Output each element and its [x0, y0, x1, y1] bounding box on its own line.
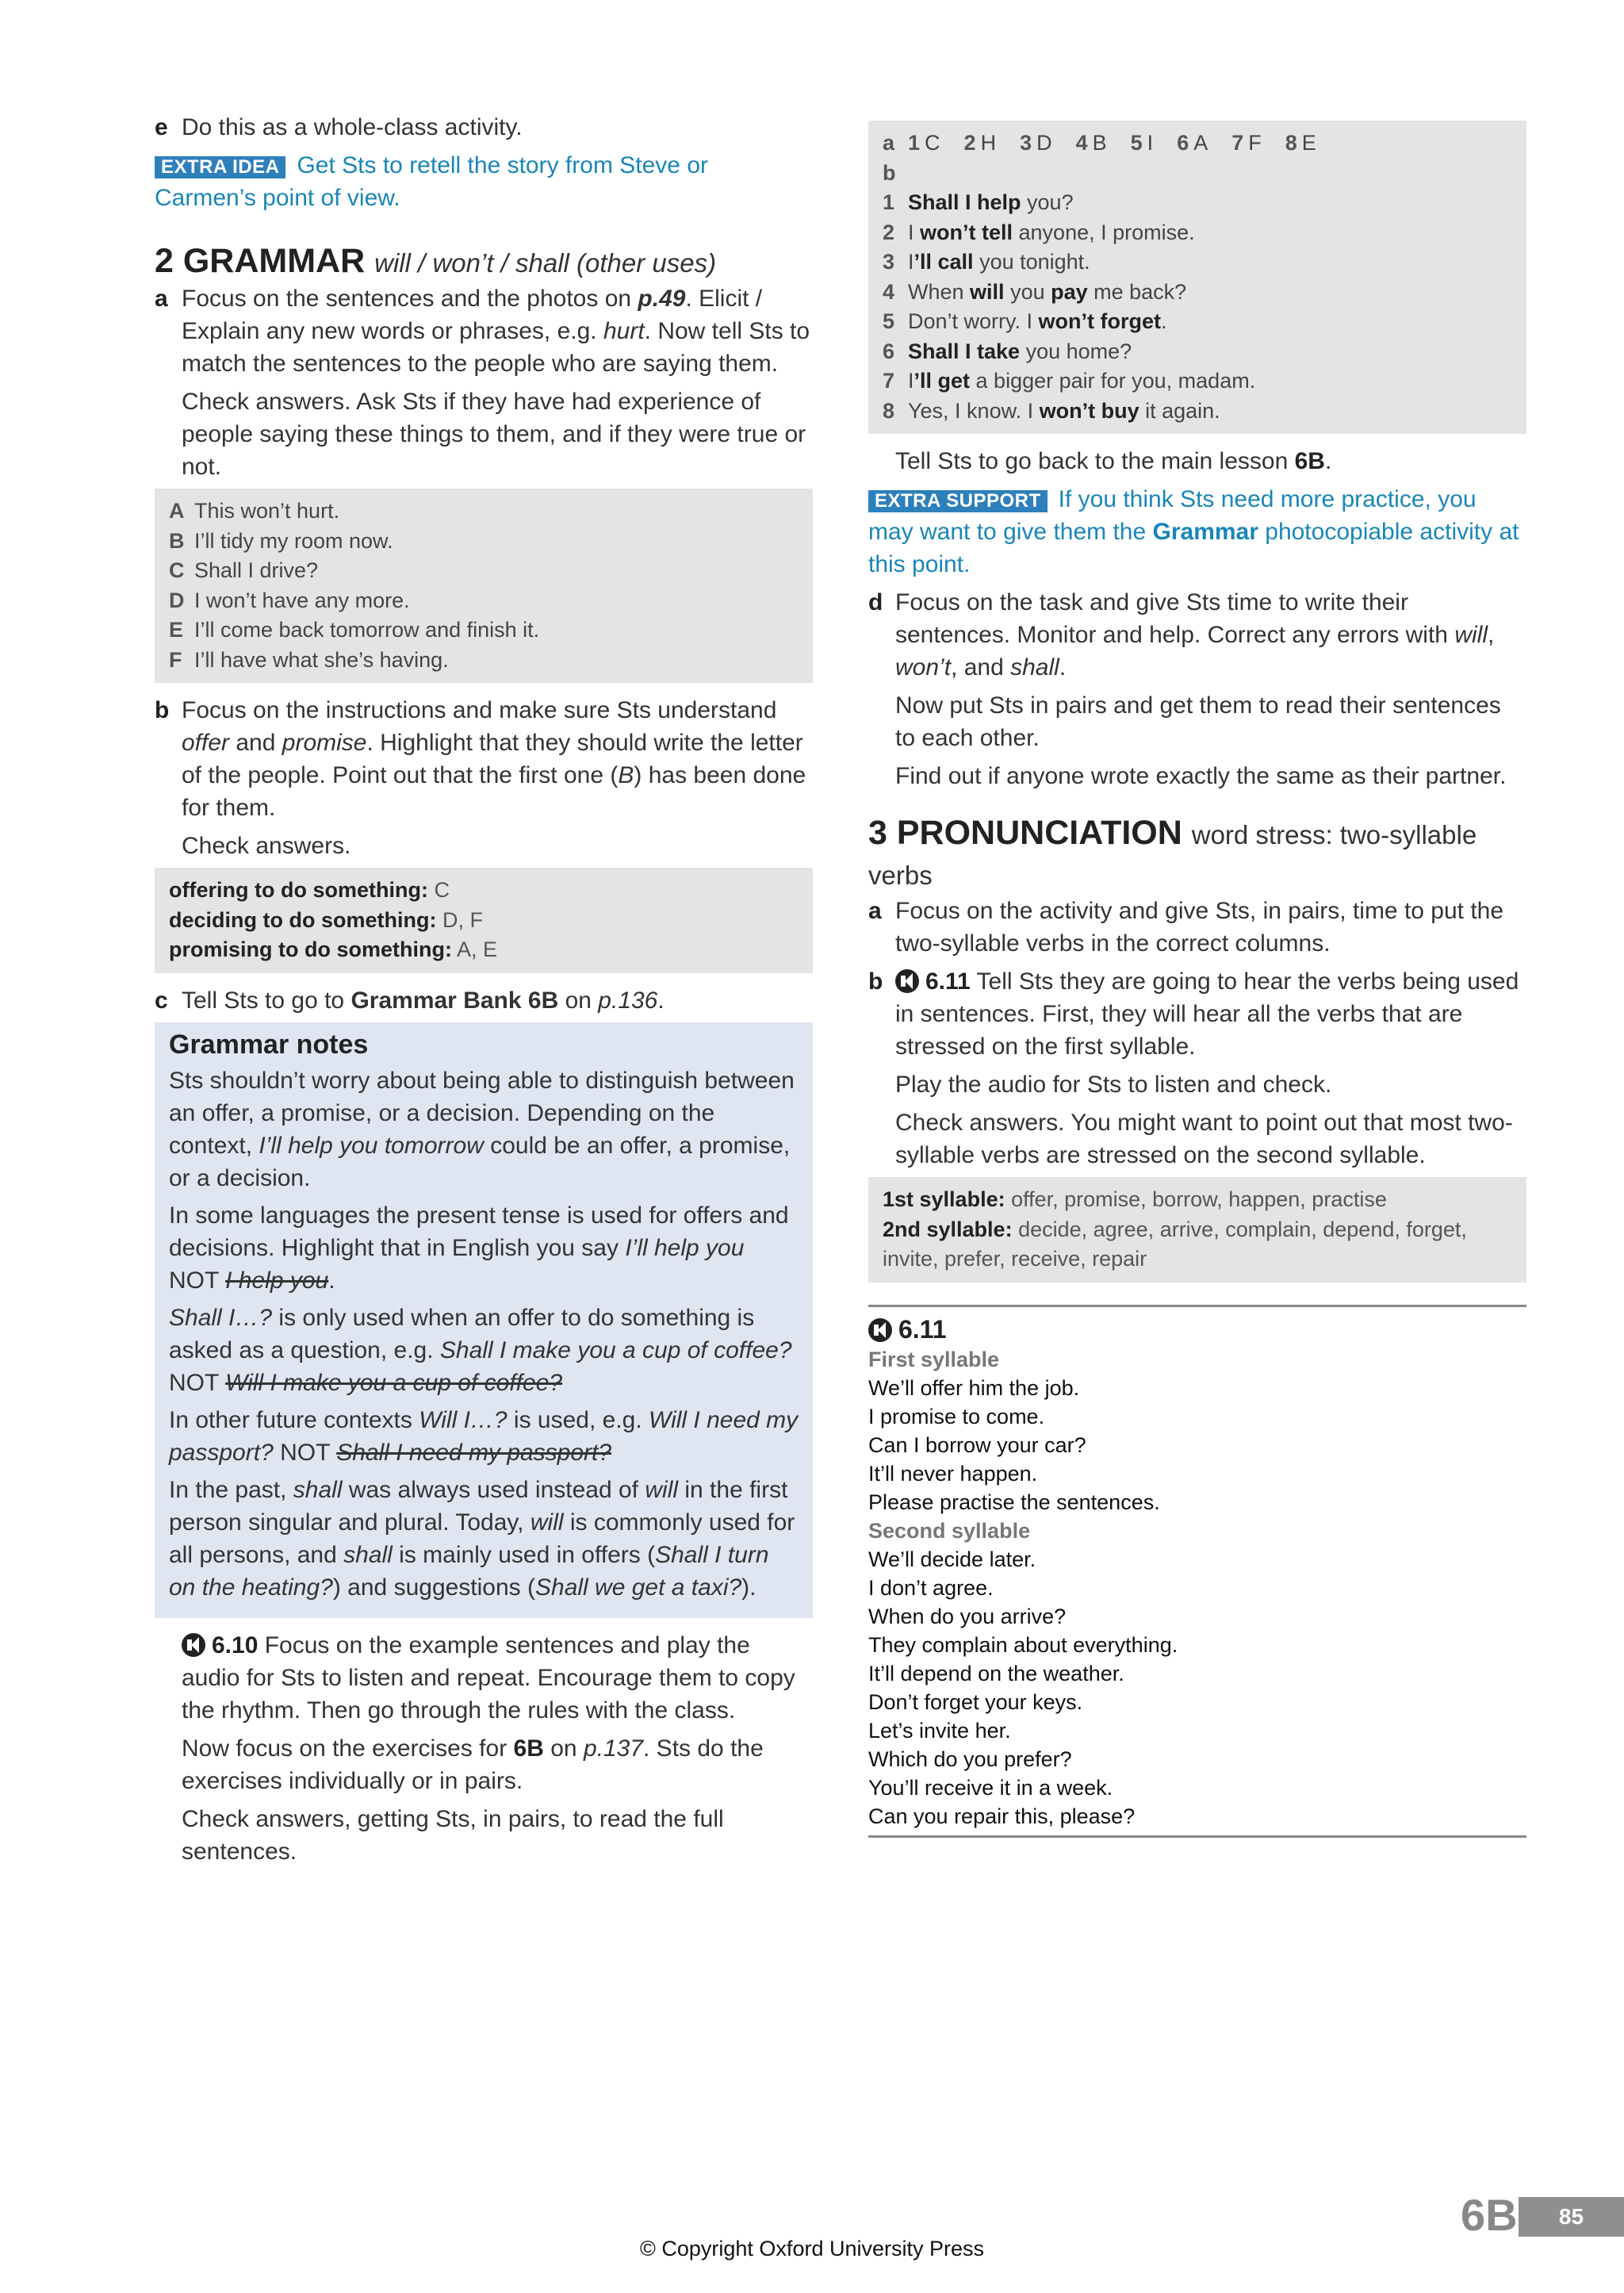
key-text: you?	[1021, 190, 1074, 214]
step-letter: a	[868, 898, 882, 924]
section-title: 2 GRAMMAR	[155, 242, 366, 280]
step-b	[155, 694, 813, 824]
script-line: It’ll never happen.	[868, 1461, 1038, 1486]
step-text: Focus on the instructions and make sure Sts understand	[182, 697, 777, 723]
note-text: NOT	[169, 1369, 226, 1396]
note-example: Shall I…?	[169, 1304, 273, 1331]
exercises-paragraph	[182, 1732, 813, 1797]
note-example: Will I…?	[419, 1406, 508, 1433]
answer-value: offer, promise, borrow, happen, practise	[1005, 1187, 1387, 1211]
answer-key: F	[169, 647, 182, 672]
script-line: We’ll decide later.	[868, 1547, 1036, 1571]
extra-idea-text: Get Sts to retell the story from Steve or Carmen’s point of view.	[155, 152, 708, 211]
answer-value: C	[427, 878, 450, 902]
key-text: I	[908, 220, 921, 244]
script-line: I promise to come.	[868, 1404, 1045, 1428]
script-track-number: 6.11	[898, 1314, 947, 1344]
answer-key: C	[169, 558, 185, 582]
key-b-row	[883, 188, 1514, 218]
audio-speaker-icon[interactable]	[895, 969, 919, 993]
pron-step-b-play: Play the audio for Sts to listen and check.	[895, 1072, 1332, 1098]
note-example: Shall I turn on the heating?	[169, 1541, 769, 1601]
script-line: When do you arrive?	[868, 1604, 1067, 1628]
audio-6-10-paragraph	[182, 1629, 813, 1727]
script-line: I don’t agree.	[868, 1575, 994, 1600]
key-number: 2	[883, 220, 895, 244]
extra-idea-tag: EXTRA IDEA	[155, 156, 285, 178]
key-a-line	[883, 128, 1514, 159]
key-number: 5	[1130, 131, 1143, 155]
key-b-label	[883, 159, 1514, 189]
note-example: I’ll help you	[625, 1234, 745, 1261]
step-text: Focus on the task and give Sts time to write their sentences. Monitor and help. Correct any errors with	[895, 589, 1455, 648]
extra-support-text: If you think Sts need more practice, you may want to give them the	[868, 486, 1477, 545]
audio-track-number: 6.11	[925, 968, 971, 995]
key-b-row	[883, 366, 1514, 397]
note-example: Shall I make you a cup of coffee?	[439, 1336, 792, 1363]
key-value: B	[1092, 131, 1107, 155]
answer-key: A	[169, 499, 185, 523]
note-text: NOT	[169, 1267, 226, 1294]
step-text: . Now tell Sts to match the sentences to the people who are saying them.	[182, 318, 810, 377]
answer-row	[169, 876, 800, 906]
key-bold: Shall I help	[908, 190, 1021, 214]
script-line: Can I borrow your car?	[868, 1432, 1086, 1457]
note-text: was always used instead of	[342, 1476, 645, 1503]
key-letter: b	[883, 160, 896, 185]
step-letter: c	[155, 987, 168, 1014]
left-column	[155, 111, 813, 1873]
step-text: , and	[951, 654, 1011, 681]
check-answers-paragraph: Check answers, getting Sts, in pairs, to read the full sentences.	[182, 1805, 724, 1865]
note-paragraph	[169, 1302, 799, 1399]
script-section-label: Second syllable	[868, 1518, 1031, 1543]
key-number: 7	[883, 369, 895, 393]
key-bold: ’ll get	[914, 369, 971, 393]
script-heading	[868, 1315, 1526, 1344]
section-subtitle: will / won’t / shall (other uses)	[374, 248, 717, 278]
note-text: is mainly used in offers (	[392, 1541, 656, 1568]
key-value: I	[1147, 131, 1154, 155]
key-text: it again.	[1139, 398, 1220, 423]
script-line: Which do you prefer?	[868, 1747, 1072, 1771]
key-number: 2	[963, 131, 976, 155]
answer-text: I’ll tidy my room now.	[194, 528, 393, 553]
note-wrong-example: Will I make you a cup of coffee?	[225, 1369, 563, 1396]
key-text: a bigger pair for you, madam.	[970, 369, 1256, 393]
unit-label: 6B	[1461, 2190, 1518, 2240]
step-text: ,	[1488, 622, 1495, 648]
audio-speaker-icon[interactable]	[868, 1318, 892, 1342]
page-number: 85	[1519, 2197, 1624, 2237]
back-to-lesson	[895, 445, 1526, 477]
note-paragraph	[169, 1199, 799, 1297]
key-number: 6	[1177, 131, 1189, 155]
key-text: Don’t worry. I	[908, 309, 1039, 333]
key-value: F	[1248, 131, 1262, 155]
answer-row	[169, 527, 800, 557]
copyright: © Copyright Oxford University Press	[639, 2237, 985, 2260]
step-text: on	[543, 1735, 584, 1762]
answer-key: E	[169, 618, 184, 642]
answer-label: offering to do something:	[169, 878, 428, 902]
answer-label: deciding to do something:	[169, 907, 437, 932]
key-number: 1	[908, 131, 921, 155]
answer-label: 2nd syllable:	[883, 1217, 1013, 1241]
key-number: 8	[1285, 131, 1297, 155]
section-subtitle: word stress: two-syllable verbs	[868, 820, 1477, 890]
audio-speaker-icon[interactable]	[182, 1633, 205, 1657]
answer-key: D	[169, 588, 185, 612]
step-text: Tell Sts to go to	[182, 987, 351, 1014]
note-example: shall	[343, 1541, 393, 1568]
note-text: is used, e.g.	[507, 1406, 649, 1433]
section-heading-pronunciation	[868, 814, 1526, 895]
example-word: B	[618, 762, 634, 788]
answer-row	[169, 556, 800, 586]
step-text: and	[229, 730, 282, 756]
key-text: me back?	[1087, 279, 1187, 304]
answer-text: Shall I drive?	[194, 558, 319, 582]
step-b-check: Check answers.	[182, 833, 351, 859]
example-word: shall	[1010, 654, 1059, 681]
answer-label: promising to do something:	[169, 938, 452, 961]
key-b-row	[883, 247, 1514, 278]
script-second-lines	[868, 1545, 1526, 1831]
note-text: is commonly used for all persons, and	[169, 1509, 795, 1568]
step-a	[155, 282, 813, 380]
note-example: I’ll help you tomorrow	[259, 1132, 484, 1159]
script-line: Don’t forget your keys.	[868, 1689, 1083, 1714]
step-text: Tell Sts to go back to the main lesson	[895, 448, 1295, 474]
step-e	[155, 111, 813, 144]
page-ref: p.136	[598, 987, 658, 1014]
step-text: Focus on the example sentences and play the audio for Sts to listen and repeat. Encourage them to copy the rhythm. Then go through the rules with the class.	[182, 1632, 795, 1724]
script-line: You’ll receive it in a week.	[868, 1775, 1113, 1800]
answer-text: I’ll have what she’s having.	[194, 647, 449, 672]
note-text: In the past,	[169, 1476, 293, 1503]
step-text: .	[657, 987, 665, 1014]
step-letter: b	[868, 968, 883, 995]
second-syllable-line	[883, 1215, 1514, 1275]
example-word: will	[1454, 622, 1488, 648]
section-title: 3 PRONUNCIATION	[868, 814, 1182, 852]
note-example: shall	[293, 1476, 343, 1503]
answer-value: D, F	[436, 907, 483, 932]
key-value: A	[1193, 131, 1208, 155]
note-example: Shall we get a taxi?	[535, 1574, 742, 1601]
example-word: hurt	[603, 318, 645, 344]
example-word: offer	[182, 730, 230, 756]
grammar-bank-ref: Grammar Bank 6B	[350, 987, 559, 1014]
page-ref: p.137	[583, 1735, 644, 1762]
answer-row	[169, 906, 800, 936]
key-number: 3	[883, 250, 895, 274]
right-column	[868, 121, 1526, 1838]
step-a-check: Check answers. Ask Sts if they have had experience of people saying these things to them, and if they were true or not.	[182, 389, 806, 480]
key-value: C	[925, 131, 940, 155]
key-number: 1	[883, 190, 895, 214]
key-bold: will	[970, 279, 1005, 304]
key-b-row	[883, 218, 1514, 248]
note-text: NOT	[273, 1439, 337, 1466]
answer-row	[169, 615, 800, 646]
script-line: Let’s invite her.	[868, 1718, 1011, 1743]
audio-script-6-11	[868, 1305, 1526, 1838]
note-example: Will I need my passport?	[169, 1406, 799, 1466]
key-bold: Shall I take	[908, 339, 1021, 363]
key-number: 8	[883, 398, 895, 423]
pron-step-b-check: Check answers. You might want to point out that most two-syllable verbs are stressed on the second syllable.	[895, 1110, 1513, 1168]
pron-step-a	[868, 895, 1526, 960]
page-ref: p.49	[638, 286, 686, 312]
example-word: promise	[282, 730, 367, 756]
grammar-notes-title: Grammar notes	[169, 1029, 369, 1060]
key-b-lines	[883, 188, 1514, 426]
step-text: . Sts do the exercises individually or in pairs.	[182, 1735, 764, 1794]
key-text: Yes, I know. I	[908, 398, 1040, 423]
key-b-row	[883, 337, 1514, 367]
answer-row	[169, 646, 800, 676]
extra-support-text: photocopiable activity at this point.	[868, 519, 1519, 577]
script-line: We’ll offer him the job.	[868, 1375, 1080, 1400]
answer-label: 1st syllable:	[883, 1187, 1005, 1211]
note-paragraph	[169, 1064, 799, 1194]
key-number: 5	[883, 309, 895, 333]
syllable-answer-box	[868, 1177, 1526, 1283]
extra-support	[868, 483, 1526, 581]
answer-row	[169, 497, 800, 527]
key-number: 3	[1020, 131, 1032, 155]
answer-row	[169, 586, 800, 616]
section-heading-grammar	[155, 242, 813, 282]
key-letter: a	[883, 131, 895, 155]
note-text: .	[328, 1267, 335, 1294]
answer-text: This won’t hurt.	[194, 499, 340, 523]
step-d	[868, 586, 1526, 684]
note-wrong-example: Shall I need my passport?	[336, 1439, 612, 1466]
key-number: 6	[883, 339, 895, 363]
key-number: 4	[883, 279, 895, 304]
extra-idea	[155, 149, 813, 214]
first-syllable-line	[883, 1185, 1514, 1215]
unit-ref: 6B	[513, 1735, 544, 1762]
note-text: In some languages the present tense is used for offers and decisions. Highlight that in English you say	[169, 1202, 789, 1261]
key-b-row	[883, 307, 1514, 337]
key-text: you tonight.	[973, 250, 1090, 274]
note-paragraph	[169, 1474, 799, 1604]
key-number: 4	[1075, 131, 1088, 155]
step-text: Do this as a whole-class activity.	[182, 114, 523, 140]
note-paragraph	[169, 1404, 799, 1469]
key-bold: won’t buy	[1039, 398, 1139, 423]
answer-row	[169, 935, 800, 965]
step-text: . Elicit / Explain any new words or phrases, e.g.	[182, 286, 763, 344]
step-c	[155, 984, 813, 1017]
step-text: Focus on the sentences and the photos on	[182, 286, 638, 312]
example-word: won’t	[895, 654, 952, 681]
script-line: It’ll depend on the weather.	[868, 1661, 1124, 1685]
key-b-row	[883, 278, 1514, 308]
step-letter: b	[155, 697, 170, 723]
key-bold: won’t tell	[920, 220, 1013, 244]
note-text: In other future contexts	[169, 1406, 419, 1433]
key-number: 7	[1231, 131, 1244, 155]
step-text: Tell Sts they are going to hear the verbs being used in sentences. First, they will hear all the verbs that are stressed on the first syllable.	[895, 968, 1519, 1060]
key-bold: won’t forget	[1038, 309, 1162, 333]
step-text: .	[1324, 448, 1332, 474]
key-b-row	[883, 397, 1514, 427]
note-text: is only used when an offer to do something is asked as a question, e.g.	[169, 1304, 755, 1363]
script-line: Can you repair this, please?	[868, 1804, 1136, 1828]
step-d-find-out: Find out if anyone wrote exactly the same as their partner.	[895, 763, 1507, 789]
pron-step-b	[868, 965, 1526, 1063]
note-text: Sts shouldn’t worry about being able to distinguish between an offer, a promise, or a decision. Depending on the context,	[169, 1067, 795, 1159]
answer-value: decide, agree, arrive, complain, depend, forget, invite, prefer, receive, repair	[883, 1217, 1467, 1271]
script-section-label: First syllable	[868, 1347, 1000, 1371]
key-value: D	[1036, 131, 1052, 155]
extra-support-tag: EXTRA SUPPORT	[868, 490, 1048, 512]
key-value: E	[1301, 131, 1316, 155]
answer-text: I’ll come back tomorrow and finish it.	[194, 618, 540, 642]
key-text: you	[1004, 279, 1051, 304]
note-wrong-example: I help you	[225, 1267, 329, 1294]
key-bold: pay	[1051, 279, 1088, 304]
step-letter: e	[155, 114, 168, 140]
key-bold: ’ll call	[914, 250, 974, 274]
grammar-notes	[155, 1022, 813, 1618]
key-text: .	[1161, 309, 1167, 333]
step-text: .	[1059, 654, 1067, 681]
step-d-pairs: Now put Sts in pairs and get them to read their sentences to each other.	[895, 692, 1501, 751]
answer-box-a	[155, 489, 813, 683]
key-text: I	[908, 369, 914, 393]
step-text: ) has been done for them.	[182, 762, 806, 821]
script-line: Please practise the sentences.	[868, 1490, 1160, 1514]
unit-ref: 6B	[1294, 448, 1325, 474]
step-text: Now focus on the exercises for	[182, 1735, 514, 1762]
note-text: ).	[741, 1574, 756, 1601]
key-text: I	[908, 250, 914, 274]
answer-text: I won’t have any more.	[194, 588, 410, 612]
step-letter: d	[868, 589, 883, 615]
key-value: H	[980, 131, 997, 155]
note-example: will	[530, 1509, 564, 1536]
answer-value: A, E	[451, 938, 498, 961]
script-first-lines	[868, 1374, 1526, 1517]
note-example: will	[645, 1476, 679, 1503]
key-text: you home?	[1020, 339, 1132, 363]
note-text: could be an offer, a promise, or a decision.	[169, 1132, 791, 1191]
answer-box-b	[155, 868, 813, 973]
answer-key: B	[169, 528, 185, 553]
audio-track-number: 6.10	[212, 1632, 259, 1658]
step-text: on	[558, 987, 599, 1014]
note-text: ) and suggestions (	[332, 1574, 536, 1601]
key-text: When	[908, 279, 971, 304]
script-line: They complain about everything.	[868, 1632, 1178, 1657]
answer-key-box	[868, 121, 1526, 434]
step-letter: a	[155, 286, 168, 312]
step-text: Focus on the activity and give Sts, in pairs, time to put the two-syllable verbs in the correct columns.	[895, 898, 1504, 957]
key-text: anyone, I promise.	[1013, 220, 1195, 244]
step-text: . Highlight that they should write the letter of the people. Point out that the first one (	[182, 730, 803, 788]
extra-support-bold: Grammar	[1152, 519, 1258, 545]
note-text: in the first person singular and plural. Today,	[169, 1476, 788, 1536]
